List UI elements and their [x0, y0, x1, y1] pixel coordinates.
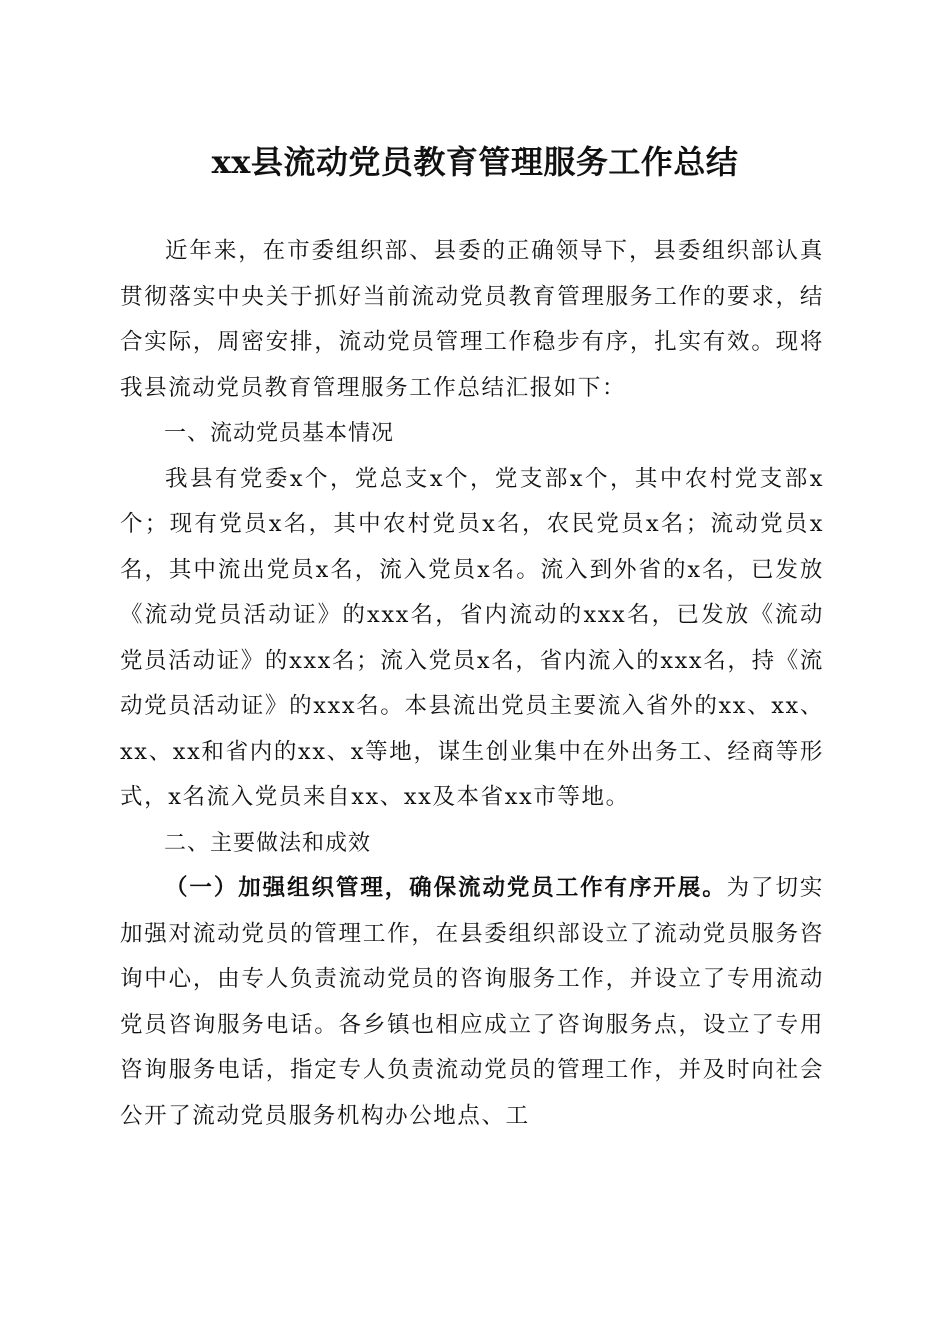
section-heading-practices: 二、主要做法和成效	[164, 830, 372, 856]
page-title: xx县流动党员教育管理服务工作总结	[211, 143, 739, 181]
intro-paragraph: 近年来，在市委组织部、县委的正确领导下，县委组织部认真贯彻落实中央关于抓好当前流动党员教育管理服务工作的要求，结合实际，周密安排，流动党员管理工作稳步有序，扎实有效。现将我县流动党员教育管理服务工作总结汇报如下：	[120, 238, 824, 401]
organization-paragraph-text: 为了切实加强对流动党员的管理工作，在县委组织部设立了流动党员服务咨询中心，由专人负责流动党员的咨询服务工作，并设立了专用流动党员咨询服务电话。各乡镇也相应成立了咨询服务点，设立了专用咨询服务电话，指定专人负责流动党员的管理工作，并及时向社会公开了流动党员服务机构办公地点、工	[120, 875, 824, 1129]
document-body	[120, 229, 824, 1139]
practices-paragraph	[120, 866, 824, 1139]
basic-info-paragraph: 我县有党委x个，党总支x个，党支部x个，其中农村党支部x个；现有党员x名，其中农村党员x名，农民党员x名；流动党员x名，其中流出党员x名，流入党员x名。流入到外省的x名，已发放《流动党员活动证》的xxx名，省内流动的xxx名，已发放《流动党员活动证》的xxx名；流入党员x名，省内流入的xxx名，持《流动党员活动证》的xxx名。本县流出党员主要流入省外的xx、xx、xx、xx和省内的xx、x等地，谋生创业集中在外出务工、经商等形式，x名流入党员来自xx、xx及本省xx市等地。	[120, 465, 824, 810]
subsection-heading-organization: （一）加强组织管理，确保流动党员工作有序开展。	[165, 875, 727, 901]
section-heading-basic-info: 一、流动党员基本情况	[164, 421, 395, 446]
